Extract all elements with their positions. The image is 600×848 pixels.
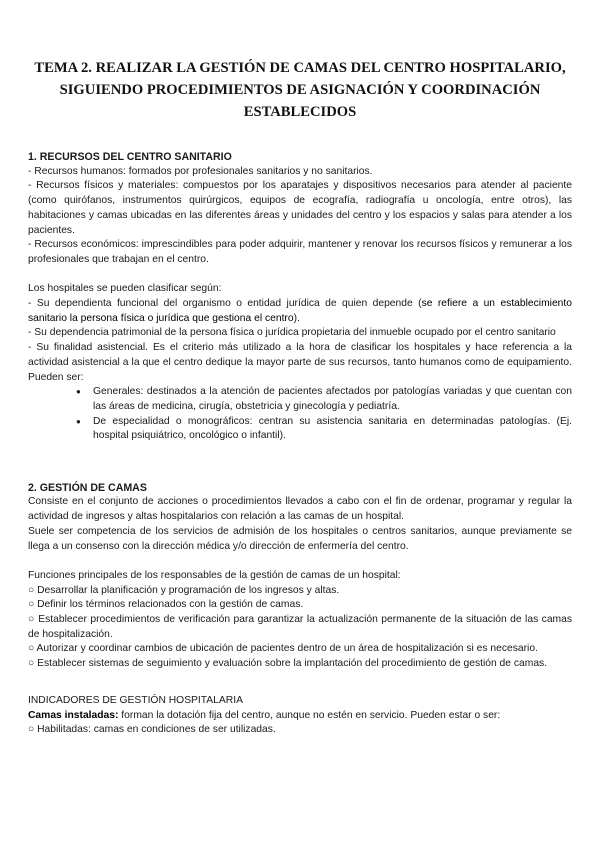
indicators-heading: INDICADORES DE GESTIÓN HOSPITALARIA — [28, 694, 243, 706]
installed-beds-text: forman la dotación fija del centro, aunque no estén en servicio. Pueden estar o ser: — [118, 709, 501, 721]
function-item: ○ Definir los términos relacionados con la gestión de camas. — [28, 599, 304, 611]
section-1-heading: 1. RECURSOS DEL CENTRO SANITARIO — [28, 151, 232, 163]
function-item: ○ Establecer sistemas de seguimiento y evaluación sobre la implantación del procedimiento de gestión de camas. — [28, 658, 548, 670]
installed-beds-definition — [28, 709, 572, 724]
installed-beds-term: Camas instaladas: — [28, 709, 119, 721]
classify-functional-highlight: se refiere a un establecimiento sanitario la persona física o jurídica que gestiona el centro — [28, 298, 572, 324]
section-2-heading: 2. GESTIÓN DE CAMAS — [28, 481, 147, 494]
functions-intro: Funciones principales de los responsables de la gestión de camas de un hospital: — [28, 569, 401, 581]
hospital-type-list — [28, 385, 572, 444]
bed-management-competence: Suele ser competencia de los servicios de admisión de los hospitales o centros sanitarios, aunque previamente se llega a un consenso con la dirección médica y/o dirección de enfermería del centro. — [28, 525, 572, 552]
function-item: ○ Establecer procedimientos de verificación para garantizar la actualización permanente de la situación de las camas de hospitalización. — [28, 614, 572, 640]
classify-functional-end: ). — [293, 312, 300, 324]
document-body — [28, 150, 572, 738]
classify-functional — [28, 297, 572, 326]
list-item: ● De especialidad o monográficos: centran su asistencia sanitaria en determinadas patologías. (Ej. hospital psiquiátrico, oncológico o infantil). — [93, 415, 572, 444]
document-title — [30, 57, 570, 123]
function-item: ○ Desarrollar la planificación y programación de los ingresos y altas. — [28, 584, 340, 596]
classify-patrimonial: - Su dependencia patrimonial de la persona física o jurídica propietaria del inmueble ocupado por el centro sanitario — [28, 327, 556, 339]
title-line-1: TEMA 2. REALIZAR LA GESTIÓN DE CAMAS DEL CENTRO HOSPITALARIO, — [34, 60, 566, 76]
resource-economic: - Recursos económicos: imprescindibles para poder adquirir, mantener y renovar los recursos físicos y remunerar a los profesionales que trabajan en el centro. — [28, 239, 572, 265]
list-item: ● Generales: destinados a la atención de pacientes afectados por patologías variadas y que cuentan con las áreas de medicina, cirugía, obstetricia y ginecología y pediatría. — [93, 385, 572, 414]
classify-intro: Los hospitales se pueden clasificar según: — [28, 283, 222, 295]
function-item: ○ Autorizar y coordinar cambios de ubicación de pacientes dentro de un área de hospitalización si es necesario. — [28, 643, 538, 655]
title-line-2: SIGUIENDO PROCEDIMIENTOS DE ASIGNACIÓN Y COORDINACIÓN — [59, 82, 541, 98]
classify-assistential: - Su finalidad asistencial. Es el criterio más utilizado a la hora de clasificar los hospitales y hace referencia a la actividad asistencial a la que el centro dedique la mayor parte de sus recursos, tanto humanos como de equipamiento. Pueden ser: — [28, 342, 572, 383]
classify-functional-start: - Su dependienta funcional del organismo o entidad jurídica de quien depende ( — [28, 298, 422, 310]
resource-physical: - Recursos físicos y materiales: compuestos por los aparatajes y dispositivos necesarios para atender al paciente (como quirófanos, instrumentos quirúrgicos, equipos de ecografía, radiografía u oncología, entre otros), las habitaciones y camas ubicadas en las diferentes áreas y unidades del centro y los espacios y salas para atender a los pacientes. — [28, 180, 572, 236]
resource-human: - Recursos humanos: formados por profesionales sanitarios y no sanitarios. — [28, 165, 373, 177]
bed-management-definition: Consiste en el conjunto de acciones o procedimientos llevados a cabo con el fin de ordenar, programar y regular la actividad de ingresos y altas hospitalarios con relación a las camas de un hospital. — [28, 496, 572, 523]
title-line-3: ESTABLECIDOS — [243, 104, 357, 120]
enabled-beds-item: ○ Habilitadas: camas en condiciones de ser utilizadas. — [28, 724, 276, 736]
